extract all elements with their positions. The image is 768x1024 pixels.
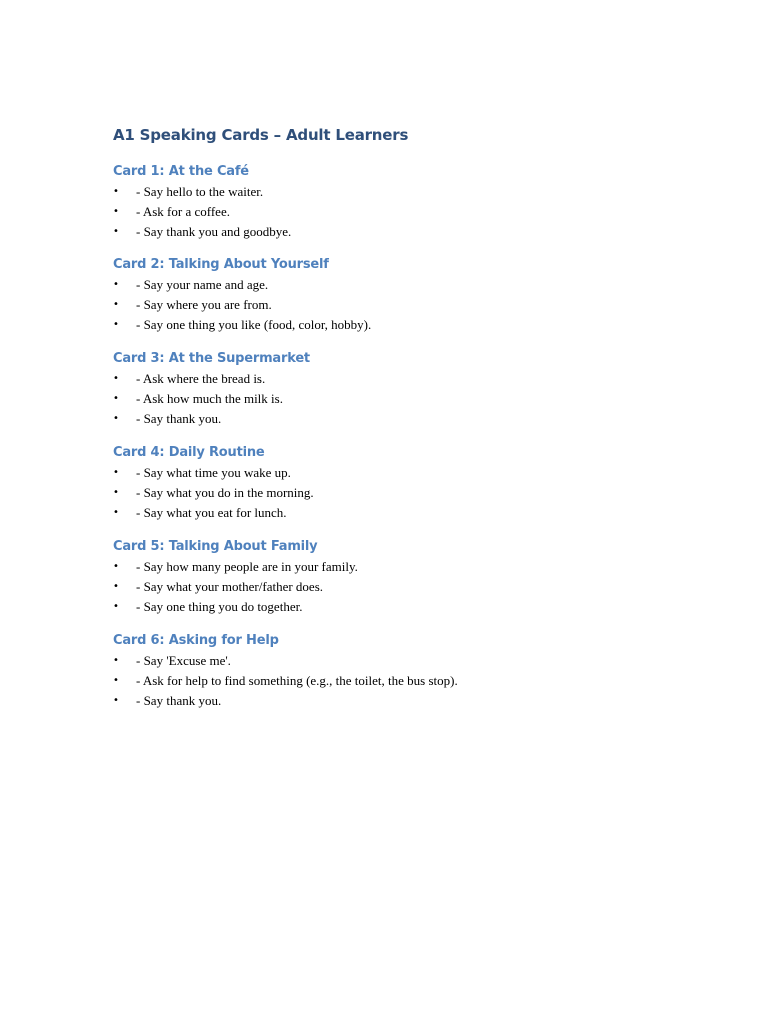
list-item-text: - Say where you are from. [136, 297, 272, 312]
bullet-icon: • [113, 675, 119, 686]
list-item [113, 202, 713, 222]
bullet-icon: • [113, 186, 119, 197]
bullet-icon: • [113, 226, 119, 237]
card-task-list [113, 463, 713, 523]
bullet-icon: • [113, 467, 119, 478]
list-item [113, 182, 713, 202]
list-item-text: - Say what your mother/father does. [136, 579, 324, 594]
bullet-icon: • [113, 487, 119, 498]
list-item-text: - Say what you do in the morning. [136, 485, 314, 500]
bullet-icon: • [113, 655, 119, 666]
card-title: Card 5: Talking About Family [113, 539, 318, 554]
bullet-icon: • [113, 279, 119, 290]
speaking-card [113, 255, 713, 335]
card-task-list [113, 651, 713, 711]
card-title: Card 6: Asking for Help [113, 633, 279, 648]
speaking-card [113, 537, 713, 617]
bullet-icon: • [113, 393, 119, 404]
bullet-icon: • [113, 695, 119, 706]
list-item [113, 557, 713, 577]
list-item [113, 483, 713, 503]
list-item [113, 295, 713, 315]
list-item [113, 463, 713, 483]
card-title: Card 1: At the Café [113, 164, 249, 179]
list-item [113, 691, 713, 711]
bullet-icon: • [113, 413, 119, 424]
cards-container [113, 162, 713, 711]
bullet-icon: • [113, 373, 119, 384]
card-task-list [113, 275, 713, 335]
speaking-card [113, 162, 713, 242]
speaking-card [113, 631, 713, 711]
card-title: Card 2: Talking About Yourself [113, 257, 329, 272]
speaking-card [113, 349, 713, 429]
list-item [113, 503, 713, 523]
list-item [113, 275, 713, 295]
list-item-text: - Say hello to the waiter. [136, 184, 264, 199]
list-item [113, 222, 713, 242]
list-item [113, 389, 713, 409]
list-item [113, 577, 713, 597]
card-task-list [113, 369, 713, 429]
bullet-icon: • [113, 561, 119, 572]
list-item-text: - Say one thing you do together. [136, 599, 303, 614]
card-title: Card 3: At the Supermarket [113, 351, 310, 366]
list-item [113, 651, 713, 671]
list-item [113, 315, 713, 335]
list-item-text: - Say what you eat for lunch. [136, 505, 287, 520]
list-item-text: - Say one thing you like (food, color, hobby). [136, 317, 372, 332]
list-item-text: - Say 'Excuse me'. [136, 653, 231, 668]
bullet-icon: • [113, 299, 119, 310]
speaking-card [113, 443, 713, 523]
list-item-text: - Ask how much the milk is. [136, 391, 283, 406]
document-title: A1 Speaking Cards – Adult Learners [113, 126, 409, 144]
list-item-text: - Ask where the bread is. [136, 371, 266, 386]
document-page [113, 124, 713, 711]
bullet-icon: • [113, 581, 119, 592]
title-spacer [113, 146, 713, 162]
list-item-text: - Say what time you wake up. [136, 465, 291, 480]
list-item-text: - Say thank you. [136, 693, 222, 708]
list-item-text: - Ask for help to find something (e.g., the toilet, the bus stop). [136, 673, 458, 688]
card-task-list [113, 182, 713, 242]
card-title: Card 4: Daily Routine [113, 445, 265, 460]
list-item-text: - Say thank you. [136, 411, 222, 426]
list-item [113, 369, 713, 389]
list-item [113, 409, 713, 429]
bullet-icon: • [113, 507, 119, 518]
card-task-list [113, 557, 713, 617]
list-item-text: - Say how many people are in your family. [136, 559, 358, 574]
bullet-icon: • [113, 206, 119, 217]
list-item-text: - Ask for a coffee. [136, 204, 230, 219]
list-item [113, 597, 713, 617]
list-item-text: - Say thank you and goodbye. [136, 224, 292, 239]
list-item-text: - Say your name and age. [136, 277, 269, 292]
list-item [113, 671, 713, 691]
bullet-icon: • [113, 601, 119, 612]
bullet-icon: • [113, 319, 119, 330]
